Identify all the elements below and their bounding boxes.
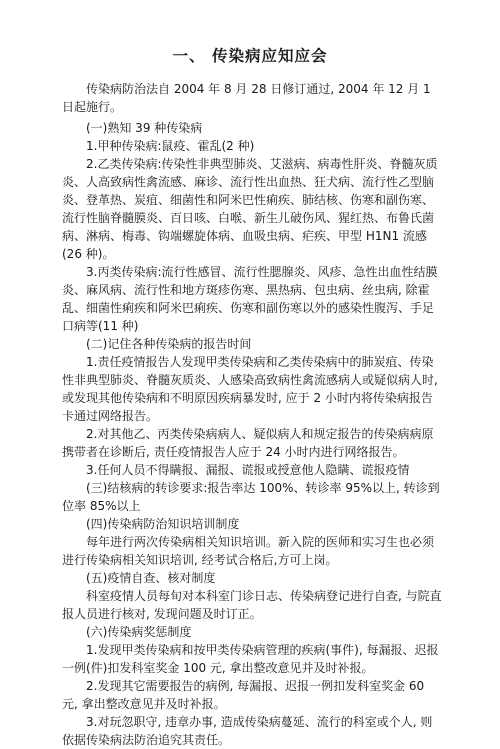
list-item: 2.对其他乙、丙类传染病病人、疑似病人和规定报告的传染病病原携带者在诊断后, 责任疫情报告人应于 24 小时内进行网络报告。: [62, 427, 434, 459]
list-item: 1.发现甲类传染病和按甲类传染病管理的疾病(事件), 每漏报、迟报一例(件)扣发科室奖金 100 元, 拿出整改意见并及时补报。: [62, 643, 439, 675]
section-heading-3: (三)结核病的转诊要求:报告率达 100%、转诊率 95%以上, 转诊到位率 85%以上: [62, 481, 440, 513]
list-item: 3.任何人员不得瞒报、漏报、谎报或授意他人隐瞒、谎报疫情: [86, 463, 410, 477]
paragraph: 每年进行两次传染病相关知识培训。新入院的医师和实习生也必须进行传染病相关知识培训, 经考试合格后,方可上岗。: [62, 535, 435, 567]
section-heading-5: (五)疫情自查、核对制度: [86, 571, 216, 585]
section-heading-2: (二)记住各种传染病的报告时间: [86, 337, 252, 351]
list-item: 3.对玩忽职守, 违章办事, 造成传染病蔓延、流行的科室或个人, 则依据传染病法防治追究其责任。: [62, 715, 433, 747]
document-title: 一、 传染病应知应会: [172, 47, 328, 65]
list-item: 3.丙类传染病:流行性感冒、流行性腮腺炎、风疹、急性出血性结膜炎、麻风病、流行性和地方斑疹伤寒、黑热病、包虫病、丝虫病, 除霍乱、细菌性痢疾和阿米巴痢疾、伤寒和副伤寒以外的感染性腹泻、手足口病等(11 种): [62, 265, 438, 333]
section-heading-6: (六)传染病奖惩制度: [86, 625, 192, 639]
list-item: 1.责任疫情报告人发现甲类传染病和乙类传染病中的肺炭疽、传染性非典型肺炎、脊髓灰质炎、人感染高致病性禽流感病人或疑似病人时, 或发现其他传染病和不明原因疾病暴发时, 应于 2 小时内将传染病报告卡通过网络报告。: [62, 355, 438, 423]
section-heading-1: (一)熟知 39 种传染病: [86, 121, 203, 135]
paragraph: 科室疫情人员每旬对本科室门诊日志、传染病登记进行自查, 与院直报人员进行核对, 发现问题及时订正。: [62, 589, 442, 621]
intro-paragraph: 传染病防治法自 2004 年 8 月 28 日修订通过, 2004 年 12 月 1 日起施行。: [62, 82, 431, 114]
list-item: 2.发现其它需要报告的病例, 每漏报、迟报一例扣发科室奖金 60 元, 拿出整改意见并及时补报。: [62, 679, 425, 711]
section-heading-4: (四)传染病防治知识培训制度: [86, 517, 240, 531]
list-item: 1.甲种传染病:鼠疫、霍乱(2 种): [86, 139, 255, 153]
document-body: [62, 80, 442, 749]
list-item: 2.乙类传染病:传染性非典型肺炎、艾滋病、病毒性肝炎、脊髓灰质炎、人高致病性禽流感、麻诊、流行性出血热、狂犬病、流行性乙型脑炎、登革热、炭疽、细菌性和阿米巴性痢疾、肺结核、伤寒和副伤寒、流行性脑脊髓膜炎、百日咳、白喉、新生儿破伤风、猩红热、布鲁氏菌病、淋病、梅毒、钩端螺旋体病、血吸虫病、疟疾、甲型 H1N1 流感(26 种)。: [62, 157, 438, 261]
